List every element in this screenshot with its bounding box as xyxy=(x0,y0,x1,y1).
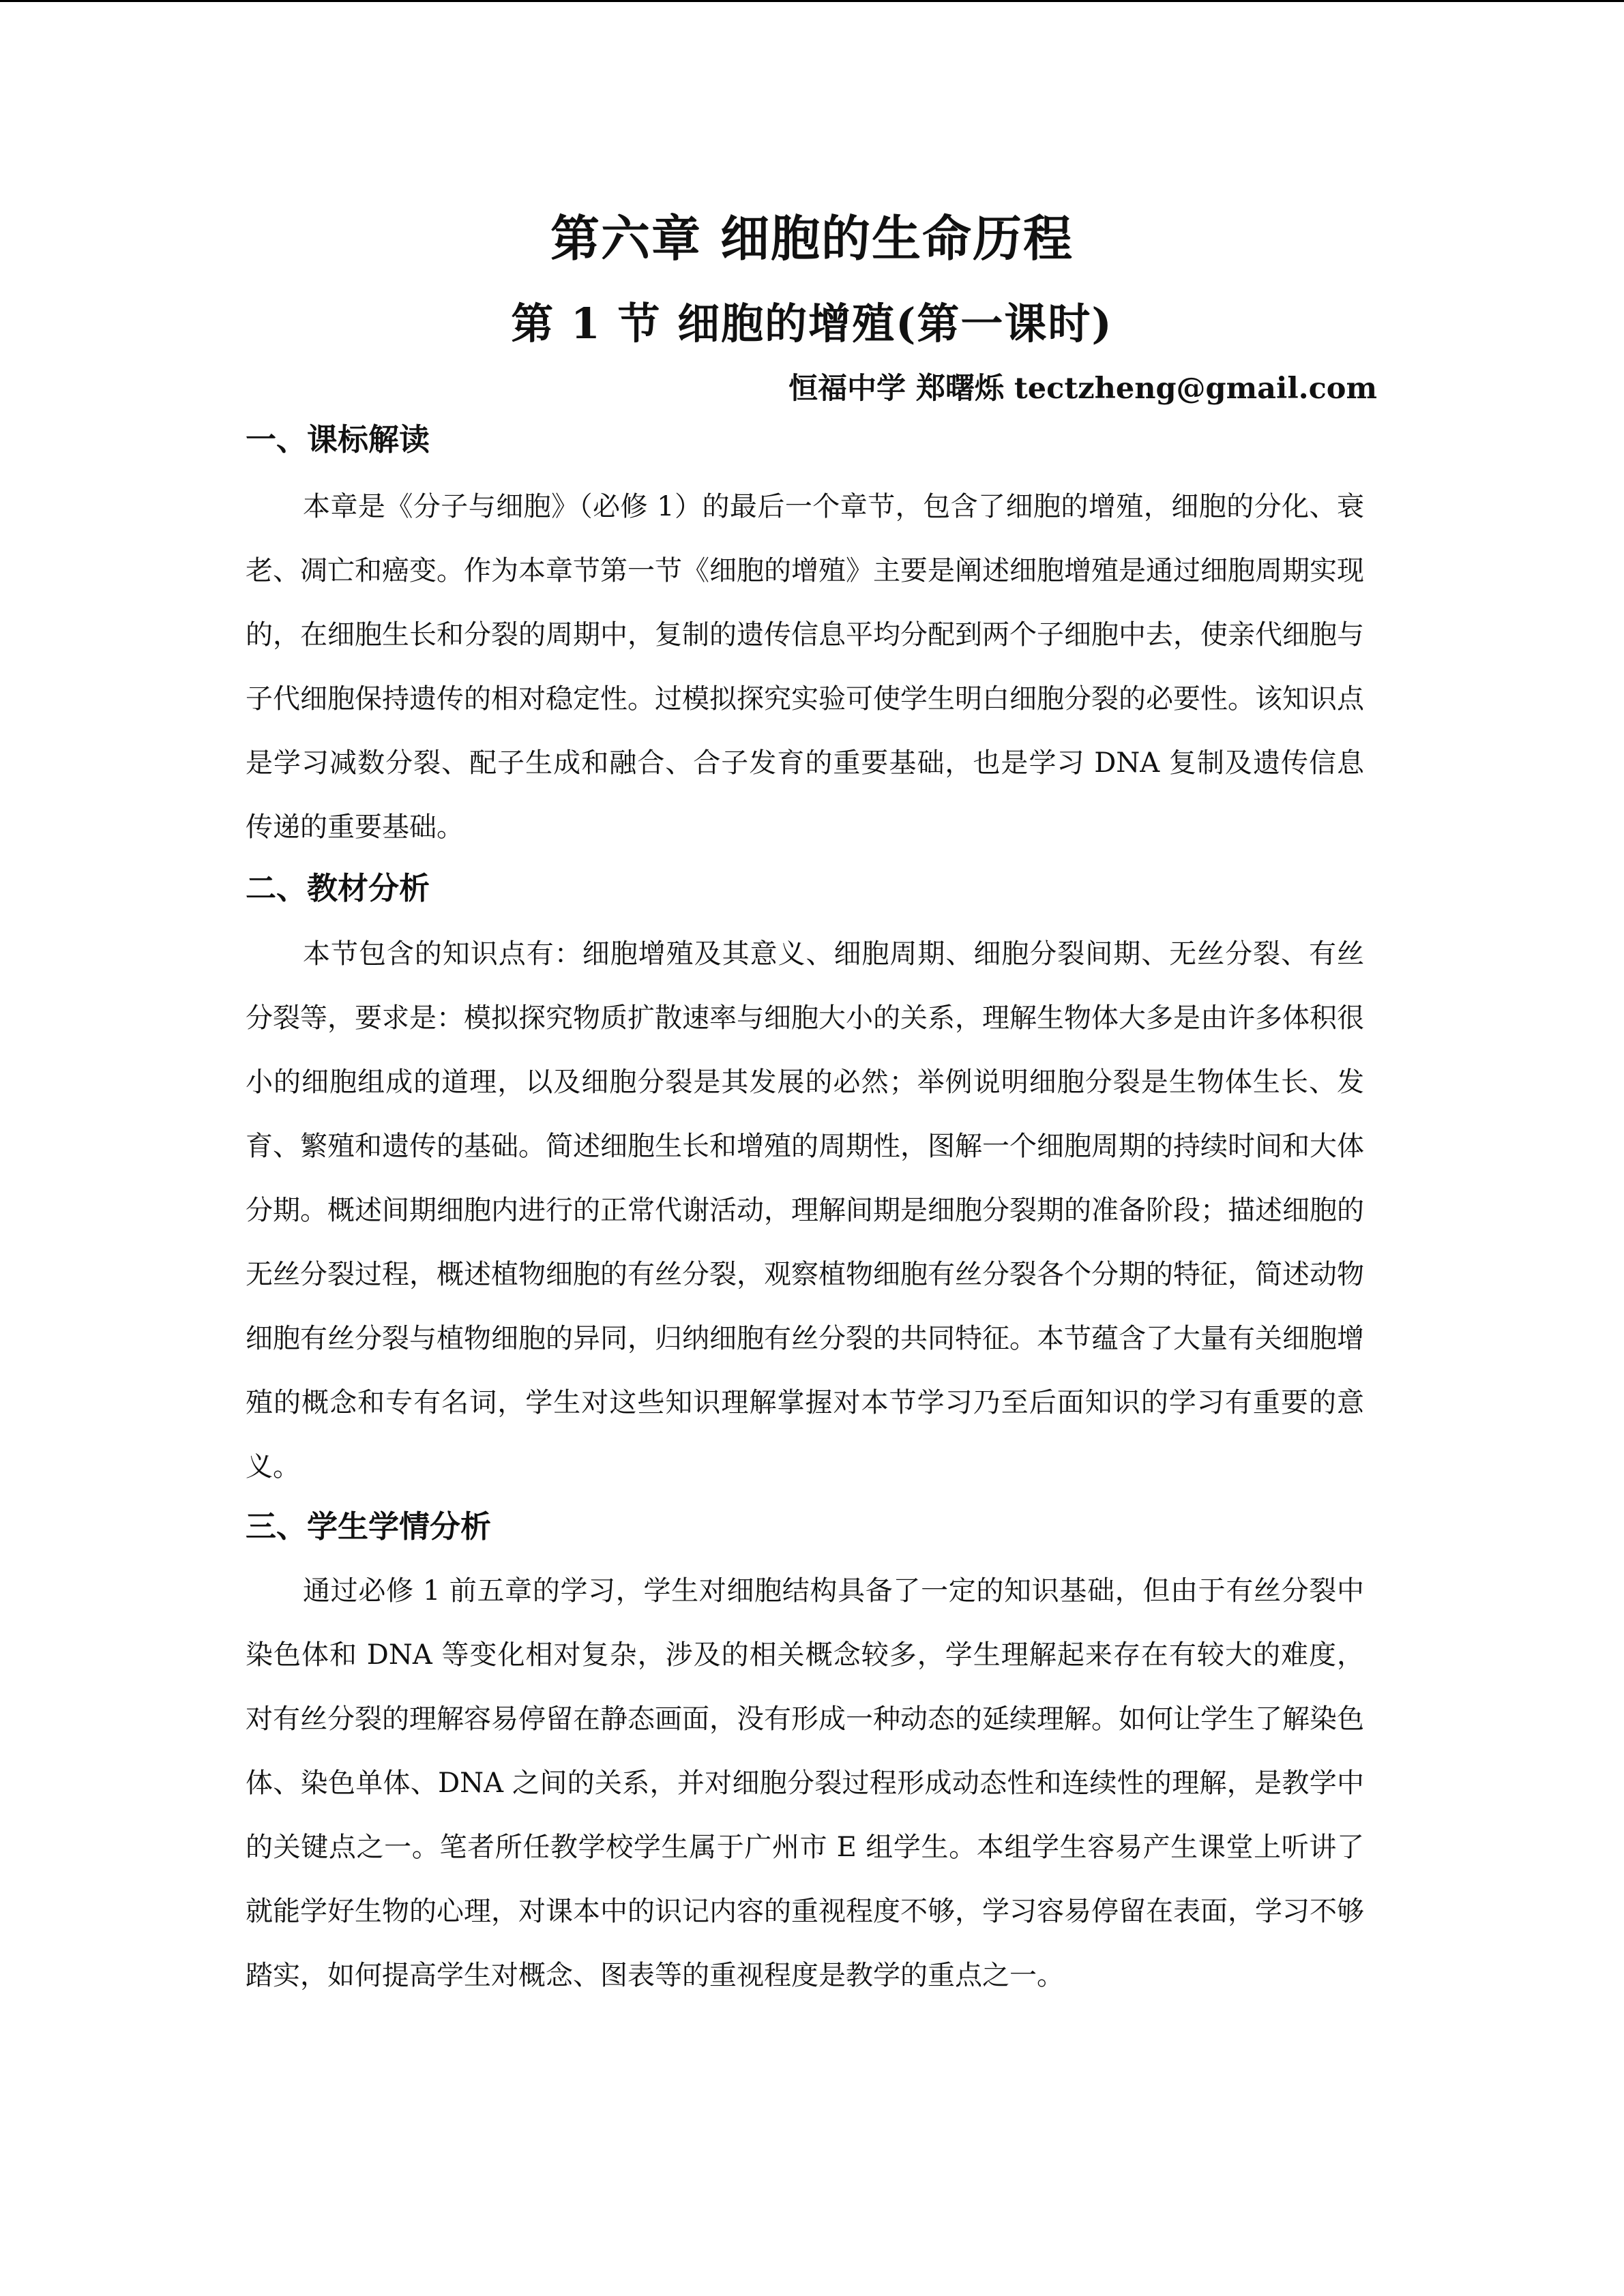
paragraph-student: 通过必修 1 前五章的学习，学生对细胞结构具备了一定的知识基础，但由于有丝分裂中染色体和 DNA 等变化相对复杂，涉及的相关概念较多，学生理解起来存在有较大的难度，对有丝分裂的理解容易停留在静态画面，没有形成一种动态的延续理解。如何让学生了解染色体、染色单体、DNA 之间的关系，并对细胞分裂过程形成动态性和连续性的理解，是教学中的关键点之一。笔者所任教学校学生属于广州市 E 组学生。本组学生容易产生课堂上听讲了就能学好生物的心理，对课本中的识记内容的重视程度不够，学习容易停留在表面，学习不够踏实，如何提高学生对概念、图表等的重视程度是教学的重点之一。 xyxy=(246,1575,1364,1991)
page-top-border xyxy=(0,0,1624,2)
author-line: 恒福中学 郑曙烁 tectzheng@gmail.com xyxy=(788,372,1377,406)
section-title: 第 1 节 细胞的增殖(第一课时) xyxy=(511,299,1113,348)
paragraph-curriculum: 本章是《分子与细胞》（必修 1）的最后一个章节，包含了细胞的增殖，细胞的分化、衰老、凋亡和癌变。作为本章节第一节《细胞的增殖》主要是阐述细胞增殖是通过细胞周期实现的，在细胞生长和分裂的周期中，复制的遗传信息平均分配到两个子细胞中去，使亲代细胞与子代细胞保持遗传的相对稳定性。过模拟探究实验可使学生明白细胞分裂的必要性。该知识点是学习减数分裂、配子生成和融合、合子发育的重要基础，也是学习 DNA 复制及遗传信息传递的重要基础。 xyxy=(246,491,1364,843)
paragraph-textbook: 本节包含的知识点有：细胞增殖及其意义、细胞周期、细胞分裂间期、无丝分裂、有丝分裂等，要求是：模拟探究物质扩散速率与细胞大小的关系，理解生物体大多是由许多体积很小的细胞组成的道理，以及细胞分裂是其发展的必然；举例说明细胞分裂是生物体生长、发育、繁殖和遗传的基础。简述细胞生长和增殖的周期性，图解一个细胞周期的持续时间和大体分期。概述间期细胞内进行的正常代谢活动，理解间期是细胞分裂期的准备阶段；描述细胞的无丝分裂过程，概述植物细胞的有丝分裂，观察植物细胞有丝分裂各个分期的特征，简述动物细胞有丝分裂与植物细胞的异同，归纳细胞有丝分裂的共同特征。本节蕴含了大量有关细胞增殖的概念和专有名词，学生对这些知识理解掌握对本节学习乃至后面知识的学习有重要的意义。 xyxy=(246,938,1364,1482)
section-heading-textbook: 二、教材分析 xyxy=(246,870,430,906)
section-heading-curriculum: 一、课标解读 xyxy=(246,421,430,458)
section-heading-student: 三、学生学情分析 xyxy=(246,1508,492,1545)
chapter-title: 第六章 细胞的生命历程 xyxy=(550,209,1074,267)
